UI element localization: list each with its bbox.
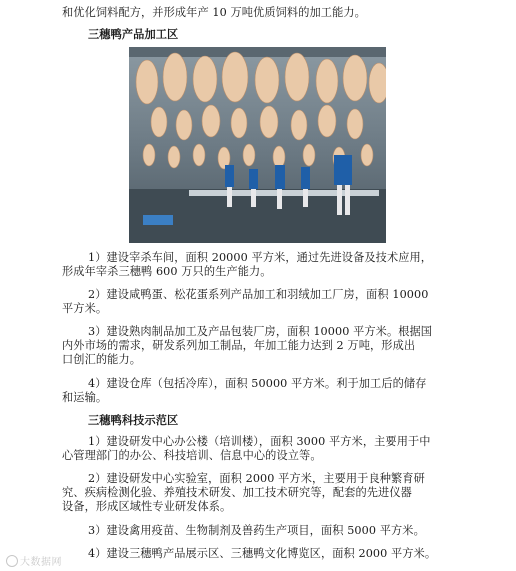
- watermark-logo-icon: [6, 555, 18, 567]
- section1-item-3-line-2: 内外市场的需求，研发系列加工制品，年加工能力达到 2 万吨，形成出: [62, 339, 416, 352]
- section1-item-3-line-3: 口创汇的能力。: [62, 353, 142, 366]
- section2-item-3-line-1: 3）建设禽用疫苗、生物制剂及兽药生产项目，面积 5000 平方米。: [88, 524, 425, 537]
- section1-item-1-line-1: 1）建设宰杀车间，面积 20000 平方米，通过先进设备及技术应用，: [88, 251, 433, 264]
- section1-item-2-line-2: 平方米。: [62, 302, 108, 315]
- section1-item-3-line-1: 3）建设熟肉制品加工及产品包装厂房，面积 10000 平方米。根据国: [88, 325, 433, 338]
- section2-item-2-line-3: 设备，形成区域性专业研发体系。: [62, 500, 232, 513]
- intro-text-line: 和优化饲料配方，并形成年产 10 万吨优质饲料的加工能力。: [62, 6, 366, 19]
- section2-item-1-line-2: 心管理部门的办公、科技培训、信息中心的设立等。: [62, 449, 322, 462]
- watermark: [6, 553, 62, 568]
- section2-item-1-line-1: 1）建设研发中心办公楼（培训楼），面积 3000 平方米，主要用于中: [88, 435, 431, 448]
- section-heading-processing: 三穗鸭产品加工区: [88, 27, 179, 41]
- section2-item-2-line-1: 2）建设研发中心实验室，面积 2000 平方米，主要用于良种繁育研: [88, 472, 425, 485]
- section-heading-tech-demo: 三穗鸭科技示范区: [88, 413, 179, 427]
- section1-item-4-line-2: 和运输。: [62, 391, 108, 404]
- duck-processing-line-photo: [129, 47, 386, 243]
- section1-item-2-line-1: 2）建设咸鸭蛋、松花蛋系列产品加工和羽绒加工厂房，面积 10000: [88, 288, 429, 301]
- watermark-text: 大数据网: [20, 557, 62, 568]
- section1-item-4-line-1: 4）建设仓库（包括冷库），面积 50000 平方米。利于加工后的储存: [88, 377, 427, 390]
- section1-item-1-line-2: 形成年宰杀三穗鸭 600 万只的生产能力。: [62, 265, 272, 278]
- section2-item-2-line-2: 究、疾病检测化验、养殖技术研发、加工技术研究等，配套的先进仪器: [62, 486, 412, 499]
- section2-item-4-line-1: 4）建设三穗鸭产品展示区、三穗鸭文化博览区，面积 2000 平方米。: [88, 547, 437, 560]
